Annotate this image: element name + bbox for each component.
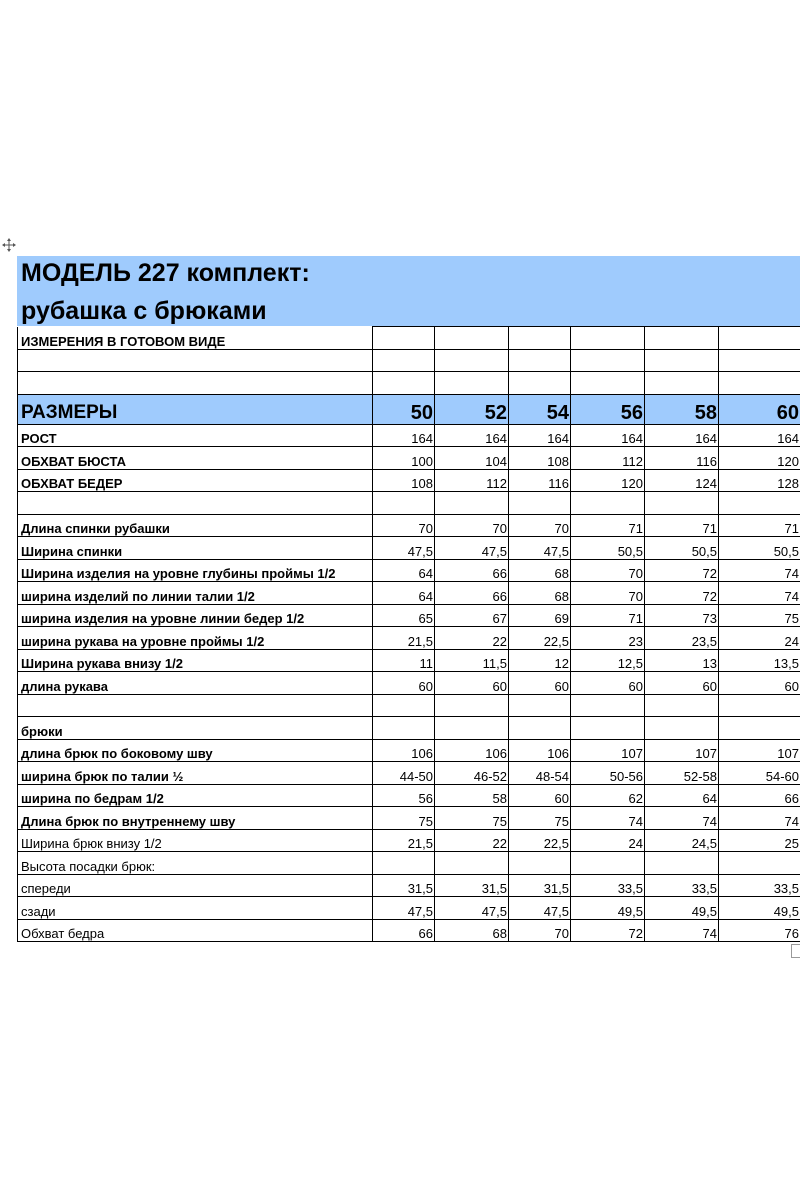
measurement-value: 48-54: [509, 762, 571, 785]
measurement-value: 106: [509, 739, 571, 762]
measurement-label: сзади: [18, 897, 373, 920]
table-cell: [18, 372, 373, 395]
measurement-row: [18, 469, 800, 492]
measurement-value: 60: [373, 672, 435, 695]
measurement-row: [18, 874, 800, 897]
measurement-value: [509, 852, 571, 875]
measurement-value: 112: [571, 447, 645, 470]
measurement-value: 71: [719, 514, 800, 537]
measurement-value: 164: [435, 424, 509, 447]
measurement-value: 66: [435, 559, 509, 582]
measurement-value: 106: [373, 739, 435, 762]
size-header: 50: [373, 394, 435, 424]
table-cell: [373, 349, 435, 372]
measurement-value: 72: [645, 582, 719, 605]
measurement-row: [18, 829, 800, 852]
measurement-value: 71: [645, 514, 719, 537]
measurement-value: 22: [435, 627, 509, 650]
measurement-label: ширина брюк по талии ½: [18, 762, 373, 785]
measurement-row: [18, 582, 800, 605]
measurement-value: 60: [509, 672, 571, 695]
measurement-label: Длина брюк по внутреннему шву: [18, 807, 373, 830]
measurement-label: ОБХВАТ БЮСТА: [18, 447, 373, 470]
measurement-value: 49,5: [571, 897, 645, 920]
measurement-value: 70: [435, 514, 509, 537]
empty-row: [18, 492, 800, 515]
measurement-value: 66: [435, 582, 509, 605]
measurement-value: 72: [571, 919, 645, 942]
measurement-value: [719, 717, 800, 740]
measurement-row: [18, 627, 800, 650]
measurement-value: 13: [645, 649, 719, 672]
measurement-value: 66: [719, 784, 800, 807]
table-cell: [719, 327, 800, 350]
measurement-value: 47,5: [435, 897, 509, 920]
measurement-value: [373, 852, 435, 875]
measurement-value: 75: [373, 807, 435, 830]
measurement-value: 68: [509, 559, 571, 582]
measurement-value: [645, 694, 719, 717]
measurement-value: 74: [571, 807, 645, 830]
measurement-label: Ширина рукава внизу 1/2: [18, 649, 373, 672]
empty-row: [18, 349, 800, 372]
measurement-value: 68: [435, 919, 509, 942]
measurement-value: 33,5: [571, 874, 645, 897]
measurement-value: [571, 694, 645, 717]
measurement-value: [435, 694, 509, 717]
measurement-value: 33,5: [719, 874, 800, 897]
table-cell: [571, 349, 645, 372]
measurement-value: 67: [435, 604, 509, 627]
measurement-value: 74: [719, 807, 800, 830]
measurement-value: 21,5: [373, 829, 435, 852]
measurement-value: 62: [571, 784, 645, 807]
measurement-row: [18, 559, 800, 582]
measurement-value: 107: [571, 739, 645, 762]
measurement-value: 50,5: [719, 537, 800, 560]
size-header: 56: [571, 394, 645, 424]
measurement-value: 120: [571, 469, 645, 492]
measurement-value: 70: [509, 514, 571, 537]
measurement-value: [435, 492, 509, 515]
measurement-label: длина рукава: [18, 672, 373, 695]
measurement-row: [18, 649, 800, 672]
table-cell: [435, 327, 509, 350]
measurement-value: 50-56: [571, 762, 645, 785]
measurement-value: [373, 694, 435, 717]
measurement-value: 60: [719, 672, 800, 695]
measurement-value: [571, 852, 645, 875]
table-cell: [645, 327, 719, 350]
measurement-value: [509, 694, 571, 717]
measurement-value: 164: [571, 424, 645, 447]
measurement-value: [571, 492, 645, 515]
measurement-label: ширина по бедрам 1/2: [18, 784, 373, 807]
measurement-value: 108: [373, 469, 435, 492]
measurement-value: 12: [509, 649, 571, 672]
measurement-value: 25: [719, 829, 800, 852]
measurement-row: [18, 514, 800, 537]
measurement-label: [18, 492, 373, 515]
measurement-value: 50,5: [645, 537, 719, 560]
measurement-value: 75: [435, 807, 509, 830]
measurement-label: ширина изделия на уровне линии бедер 1/2: [18, 604, 373, 627]
measurement-value: [435, 717, 509, 740]
measurement-value: 11: [373, 649, 435, 672]
measurement-value: 74: [645, 919, 719, 942]
table-cell: [509, 349, 571, 372]
measurement-label: Ширина изделия на уровне глубины проймы 1/2: [18, 559, 373, 582]
measurement-row: [18, 537, 800, 560]
measurement-row: [18, 807, 800, 830]
measurement-row: [18, 739, 800, 762]
measurement-value: 46-52: [435, 762, 509, 785]
measurement-value: 24: [571, 829, 645, 852]
measurement-value: [719, 694, 800, 717]
measurement-value: 64: [373, 559, 435, 582]
measurement-value: 60: [645, 672, 719, 695]
measurement-value: 120: [719, 447, 800, 470]
table-cell: [509, 372, 571, 395]
measurement-value: 47,5: [435, 537, 509, 560]
measurement-value: 71: [571, 514, 645, 537]
section-label: ИЗМЕРЕНИЯ В ГОТОВОМ ВИДЕ: [18, 327, 373, 350]
measurement-value: 70: [571, 559, 645, 582]
measurement-label: РОСТ: [18, 424, 373, 447]
measurement-row: [18, 604, 800, 627]
table-cell: [719, 349, 800, 372]
size-header: 58: [645, 394, 719, 424]
measurement-label: ОБХВАТ БЕДЕР: [18, 469, 373, 492]
measurement-value: 58: [435, 784, 509, 807]
measurement-row: [18, 784, 800, 807]
measurement-value: 44-50: [373, 762, 435, 785]
measurement-value: 21,5: [373, 627, 435, 650]
measurement-value: 74: [719, 559, 800, 582]
measurement-value: 70: [373, 514, 435, 537]
measurement-label: Ширина брюк внизу 1/2: [18, 829, 373, 852]
measurement-value: 164: [719, 424, 800, 447]
size-header: 60: [719, 394, 800, 424]
measurement-value: 33,5: [645, 874, 719, 897]
measurement-value: 65: [373, 604, 435, 627]
measurement-value: 112: [435, 469, 509, 492]
measurement-value: 75: [509, 807, 571, 830]
measurement-row: [18, 919, 800, 942]
measurement-value: [645, 852, 719, 875]
measurement-value: 164: [373, 424, 435, 447]
measurement-value: 47,5: [509, 537, 571, 560]
table-cell: [435, 372, 509, 395]
measurement-value: 47,5: [509, 897, 571, 920]
measurement-value: [435, 852, 509, 875]
measurement-value: 68: [509, 582, 571, 605]
measurement-value: 64: [373, 582, 435, 605]
measurement-label: Ширина спинки: [18, 537, 373, 560]
sizes-header-row: [18, 394, 800, 424]
measurement-value: [509, 492, 571, 515]
table-cell: [645, 349, 719, 372]
measurement-value: 74: [645, 807, 719, 830]
measurement-value: 60: [571, 672, 645, 695]
measurement-label: спереди: [18, 874, 373, 897]
measurement-value: 22,5: [509, 829, 571, 852]
measurement-value: 76: [719, 919, 800, 942]
empty-row: [18, 372, 800, 395]
section-row: [18, 327, 800, 350]
measurement-value: 49,5: [719, 897, 800, 920]
measurement-value: [645, 492, 719, 515]
empty-row: [18, 694, 800, 717]
measurement-value: 75: [719, 604, 800, 627]
measurement-value: 31,5: [509, 874, 571, 897]
measurement-value: 69: [509, 604, 571, 627]
measurement-value: 49,5: [645, 897, 719, 920]
measurement-value: 64: [645, 784, 719, 807]
measurement-value: 74: [719, 582, 800, 605]
measurement-value: 164: [509, 424, 571, 447]
measurement-value: 50,5: [571, 537, 645, 560]
measurement-value: 70: [509, 919, 571, 942]
measurements-table: [17, 326, 800, 942]
measurement-value: [571, 717, 645, 740]
table-cell: [719, 372, 800, 395]
measurement-value: 100: [373, 447, 435, 470]
title-line-2: рубашка с брюками: [21, 297, 267, 325]
measurement-row: [18, 852, 800, 875]
measurement-value: 107: [719, 739, 800, 762]
measurement-row: [18, 447, 800, 470]
measurement-value: [373, 717, 435, 740]
measurement-label: брюки: [18, 717, 373, 740]
measurement-value: 23,5: [645, 627, 719, 650]
measurement-value: 13,5: [719, 649, 800, 672]
size-header: 52: [435, 394, 509, 424]
measurement-value: [719, 492, 800, 515]
measurement-value: 66: [373, 919, 435, 942]
measurement-value: 73: [645, 604, 719, 627]
measurement-row: [18, 717, 800, 740]
size-header: 54: [509, 394, 571, 424]
measurement-row: [18, 762, 800, 785]
measurement-value: 23: [571, 627, 645, 650]
measurement-row: [18, 424, 800, 447]
measurement-value: 72: [645, 559, 719, 582]
measurement-value: 108: [509, 447, 571, 470]
measurement-value: 106: [435, 739, 509, 762]
sizes-label: РАЗМЕРЫ: [18, 394, 373, 424]
measurement-value: 70: [571, 582, 645, 605]
table-move-icon[interactable]: [2, 238, 16, 252]
measurement-label: Длина спинки рубашки: [18, 514, 373, 537]
measurement-value: [719, 852, 800, 875]
measurement-value: 24,5: [645, 829, 719, 852]
measurement-value: 11,5: [435, 649, 509, 672]
measurement-value: 107: [645, 739, 719, 762]
measurement-value: 52-58: [645, 762, 719, 785]
measurement-value: 116: [645, 447, 719, 470]
measurement-label: ширина рукава на уровне проймы 1/2: [18, 627, 373, 650]
table-cell: [373, 372, 435, 395]
measurement-value: 22: [435, 829, 509, 852]
table-cell: [373, 327, 435, 350]
measurement-value: [373, 492, 435, 515]
measurement-label: [18, 694, 373, 717]
measurement-value: 22,5: [509, 627, 571, 650]
measurement-value: 71: [571, 604, 645, 627]
measurement-value: 56: [373, 784, 435, 807]
measurement-value: 128: [719, 469, 800, 492]
measurement-value: 116: [509, 469, 571, 492]
measurement-value: 47,5: [373, 897, 435, 920]
table-cell: [571, 327, 645, 350]
measurement-value: 47,5: [373, 537, 435, 560]
measurement-value: 60: [509, 784, 571, 807]
table-cell: [509, 327, 571, 350]
measurement-value: [509, 717, 571, 740]
table-cell: [435, 349, 509, 372]
table-cell: [571, 372, 645, 395]
measurement-value: 54-60: [719, 762, 800, 785]
table-cell: [18, 349, 373, 372]
measurement-value: 164: [645, 424, 719, 447]
measurement-label: Обхват бедра: [18, 919, 373, 942]
measurement-value: 124: [645, 469, 719, 492]
measurement-value: 24: [719, 627, 800, 650]
measurement-value: 31,5: [435, 874, 509, 897]
measurement-label: ширина изделий по линии талии 1/2: [18, 582, 373, 605]
measurement-value: 60: [435, 672, 509, 695]
measurement-value: 31,5: [373, 874, 435, 897]
measurement-value: 12,5: [571, 649, 645, 672]
measurement-row: [18, 672, 800, 695]
title-line-1: МОДЕЛЬ 227 комплект:: [21, 259, 310, 287]
table-cell: [645, 372, 719, 395]
measurement-label: длина брюк по боковому шву: [18, 739, 373, 762]
table-resize-handle[interactable]: [791, 944, 800, 958]
measurement-value: 104: [435, 447, 509, 470]
measurement-row: [18, 897, 800, 920]
measurement-value: [645, 717, 719, 740]
measurement-label: Высота посадки брюк:: [18, 852, 373, 875]
